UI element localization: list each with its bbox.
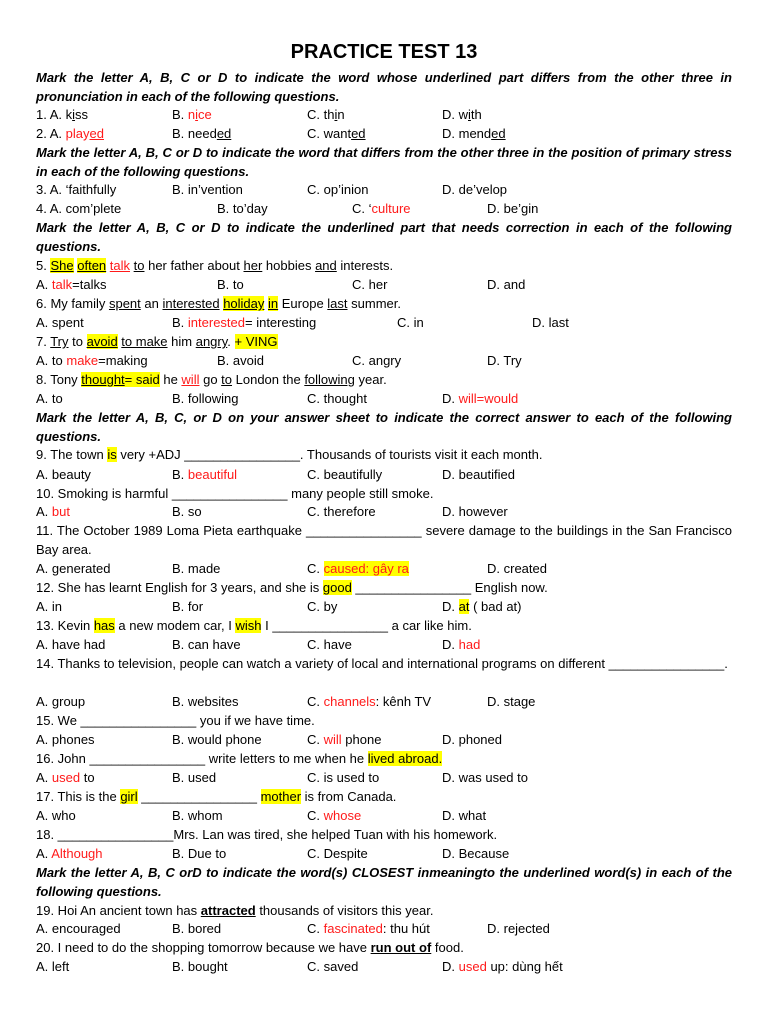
text-segment: summer. bbox=[347, 296, 401, 311]
question-line bbox=[36, 711, 732, 730]
answer-option bbox=[442, 105, 482, 124]
text-segment: C. beautifully bbox=[307, 467, 383, 482]
text-segment: ________________ English now. bbox=[351, 580, 548, 595]
text-segment: interested bbox=[162, 296, 220, 311]
question-line bbox=[36, 256, 732, 275]
answer-text: will bbox=[323, 732, 342, 747]
answer-option bbox=[307, 502, 376, 521]
text-segment: i bbox=[468, 107, 471, 122]
text-segment: A. spent bbox=[36, 315, 84, 330]
text-segment: B. websites bbox=[172, 694, 239, 709]
highlighted-text: thought bbox=[81, 372, 125, 387]
text-segment: very +ADJ ________________. Thousands of tourists visit it each month. bbox=[116, 447, 543, 462]
text-segment: him bbox=[167, 334, 196, 349]
text-segment: last bbox=[327, 296, 348, 311]
text-segment: D. created bbox=[487, 561, 547, 576]
answer-option bbox=[487, 559, 547, 578]
text-segment: C. bbox=[307, 561, 324, 576]
answer-option bbox=[172, 313, 316, 332]
answer-option bbox=[307, 180, 368, 199]
section-instruction: Mark the letter A, B, C or D to indicate the underlined part that needs correction in each of the following questions. bbox=[36, 220, 732, 254]
answer-option bbox=[532, 313, 569, 332]
text-segment: run out of bbox=[370, 940, 432, 955]
text-segment: B. avoid bbox=[217, 353, 264, 368]
text-segment: D. last bbox=[532, 315, 569, 330]
text-segment: C. ‘ bbox=[352, 201, 372, 216]
text-segment: C. thought bbox=[307, 391, 367, 406]
answer-option bbox=[172, 180, 243, 199]
question-line bbox=[36, 616, 732, 635]
answer-text: talk bbox=[109, 258, 131, 273]
answer-option bbox=[307, 730, 381, 749]
answer-option bbox=[307, 105, 345, 124]
answer-option bbox=[442, 844, 509, 863]
text-segment: D. bbox=[442, 391, 459, 406]
answer-option bbox=[442, 806, 486, 825]
text-segment: D. mend bbox=[442, 126, 492, 141]
section-instruction: Mark the letter A, B, C or D to indicate the word that differs from the other three in the position of primary stress in each of the following questions. bbox=[36, 145, 732, 179]
answer-option bbox=[307, 465, 382, 484]
answer-text: make bbox=[66, 353, 99, 368]
text-segment: B. bought bbox=[172, 959, 228, 974]
answer-option bbox=[172, 465, 237, 484]
question-line bbox=[36, 901, 732, 920]
section-instruction: Mark the letter A, B, C, or D on your answer sheet to indicate the correct answer to each of the following questions. bbox=[36, 410, 732, 444]
answer-options bbox=[36, 919, 732, 938]
answer-option bbox=[442, 124, 506, 143]
answer-options bbox=[36, 465, 732, 484]
text-segment: D. Try bbox=[487, 353, 522, 368]
answer-options bbox=[36, 124, 732, 143]
page-title: PRACTICE TEST 13 bbox=[290, 41, 478, 63]
answer-option bbox=[307, 919, 430, 938]
text-segment: C. op’inion bbox=[307, 182, 369, 197]
answer-option bbox=[172, 124, 231, 143]
text-segment: angry bbox=[195, 334, 228, 349]
answer-option bbox=[172, 730, 262, 749]
answer-option bbox=[442, 502, 508, 521]
highlighted-text: is bbox=[107, 447, 117, 462]
highlighted-text: avoid bbox=[86, 334, 118, 349]
answer-options bbox=[36, 389, 732, 408]
text-segment: I ________________ a car like him. bbox=[261, 618, 472, 633]
text-segment: A. to bbox=[36, 353, 67, 368]
text-segment: 5. bbox=[36, 258, 51, 273]
answer-option bbox=[442, 768, 528, 787]
answer-text: beautiful bbox=[187, 467, 238, 482]
answer-text: will bbox=[181, 372, 200, 387]
text-segment: a new modem car, I bbox=[114, 618, 236, 633]
text-segment: A. left bbox=[36, 959, 70, 974]
text-segment: an bbox=[140, 296, 163, 311]
text-segment: C. want bbox=[307, 126, 352, 141]
highlighted-text: good bbox=[322, 580, 352, 595]
text-segment: 12. She has learnt English for 3 years, and she is bbox=[36, 580, 323, 595]
answer-option bbox=[307, 389, 367, 408]
answer-option bbox=[487, 351, 522, 370]
text-segment: D. was used to bbox=[442, 770, 528, 785]
text-segment: is from Canada. bbox=[301, 789, 397, 804]
text-segment: A. bbox=[36, 277, 52, 292]
question-line bbox=[36, 445, 732, 464]
question-line bbox=[36, 484, 732, 503]
text-segment: ed bbox=[216, 126, 232, 141]
text-segment: to bbox=[80, 770, 95, 785]
answer-option bbox=[307, 124, 366, 143]
text-segment: B. in’vention bbox=[172, 182, 243, 197]
text-segment: C. her bbox=[352, 277, 388, 292]
highlighted-text: mother bbox=[260, 789, 302, 804]
text-segment: C. is used to bbox=[307, 770, 380, 785]
answer-options bbox=[36, 313, 732, 332]
text-segment: he bbox=[159, 372, 182, 387]
text-segment: D. Because bbox=[442, 846, 510, 861]
question-line bbox=[36, 749, 732, 768]
text-segment: ed bbox=[351, 126, 366, 141]
answer-option bbox=[172, 957, 228, 976]
text-segment: to bbox=[221, 372, 233, 387]
text-segment: 15. We ________________ you if we have time. bbox=[36, 713, 315, 728]
text-segment: A. beauty bbox=[36, 467, 91, 482]
answer-option bbox=[307, 957, 358, 976]
answer-option bbox=[352, 351, 401, 370]
text-segment: n bbox=[337, 107, 345, 122]
text-segment: 20. I need to do the shopping tomorrow because we have bbox=[36, 940, 371, 955]
text-segment: 18. ________________Mrs. Lan was tired, she helped Tuan with his homework. bbox=[36, 827, 498, 842]
text-segment: ed bbox=[491, 126, 506, 141]
answer-text: will=would bbox=[458, 391, 519, 406]
text-segment: D. phoned bbox=[442, 732, 502, 747]
answer-option bbox=[487, 692, 535, 711]
text-segment: 6. My family bbox=[36, 296, 109, 311]
answer-options bbox=[36, 635, 732, 654]
text-segment: 8. Tony bbox=[36, 372, 82, 387]
text-segment: : thu hút bbox=[382, 921, 430, 936]
question-line bbox=[36, 294, 732, 313]
text-segment: D. be’gin bbox=[487, 201, 539, 216]
highlighted-text: + VING bbox=[234, 334, 278, 349]
question-line bbox=[36, 370, 732, 389]
text-segment: Try bbox=[50, 334, 69, 349]
text-segment: A. bbox=[36, 504, 52, 519]
text-segment: 4. A. com’plete bbox=[36, 201, 122, 216]
text-segment: th bbox=[470, 107, 482, 122]
answer-options bbox=[36, 275, 732, 294]
text-segment: B. Due to bbox=[172, 846, 227, 861]
text-segment: A. in bbox=[36, 599, 63, 614]
text-segment: D. what bbox=[442, 808, 487, 823]
text-segment: C. therefore bbox=[307, 504, 376, 519]
answer-option bbox=[172, 806, 223, 825]
text-segment: 19. Hoi An ancient town has bbox=[36, 903, 201, 918]
answer-text: used bbox=[458, 959, 487, 974]
answer-option bbox=[172, 559, 220, 578]
highlighted-text: lived abroad. bbox=[367, 751, 443, 766]
text-segment: go bbox=[199, 372, 222, 387]
text-segment: London the bbox=[232, 372, 305, 387]
answer-text: channels bbox=[323, 694, 376, 709]
answer-option bbox=[442, 597, 522, 616]
text-segment: D. bbox=[442, 959, 459, 974]
answer-option bbox=[217, 199, 268, 218]
answer-text: used bbox=[51, 770, 81, 785]
text-segment: D. rejected bbox=[487, 921, 550, 936]
answer-option bbox=[217, 351, 264, 370]
answer-option bbox=[172, 692, 238, 711]
answer-option bbox=[307, 559, 409, 578]
text-segment: ( bad at) bbox=[469, 599, 522, 614]
text-segment: A. have had bbox=[36, 637, 106, 652]
answer-option bbox=[442, 465, 515, 484]
question-text: 14. Thanks to television, people can watch a variety of local and international programs on different ________________. bbox=[36, 656, 728, 671]
text-segment: 2. A. bbox=[36, 126, 66, 141]
answer-text: whose bbox=[323, 808, 362, 823]
text-segment: C. saved bbox=[307, 959, 359, 974]
text-segment: : kênh TV bbox=[375, 694, 432, 709]
text-segment: 1. A. k bbox=[36, 107, 73, 122]
answer-option bbox=[172, 105, 212, 124]
answer-option bbox=[442, 730, 502, 749]
answer-option bbox=[487, 275, 525, 294]
answer-options bbox=[36, 199, 732, 218]
answer-option bbox=[172, 635, 241, 654]
text-segment: Europe bbox=[278, 296, 328, 311]
text-segment: = interesting bbox=[245, 315, 317, 330]
answer-options bbox=[36, 559, 732, 578]
answer-option bbox=[442, 635, 480, 654]
text-segment: C. by bbox=[307, 599, 338, 614]
answer-option bbox=[352, 275, 387, 294]
text-segment: 17. This is the bbox=[36, 789, 121, 804]
text-segment: B. so bbox=[172, 504, 202, 519]
highlighted-text: = said bbox=[124, 372, 160, 387]
answer-option bbox=[172, 768, 216, 787]
text-segment: . bbox=[227, 334, 235, 349]
text-segment: B. can have bbox=[172, 637, 241, 652]
text-segment: D. bbox=[442, 637, 459, 652]
text-segment: A. bbox=[36, 770, 52, 785]
text-segment: food. bbox=[431, 940, 464, 955]
text-segment: =talks bbox=[72, 277, 107, 292]
text-segment: C. have bbox=[307, 637, 352, 652]
answer-option bbox=[172, 502, 202, 521]
text-segment: D. and bbox=[487, 277, 526, 292]
question-line bbox=[36, 938, 732, 957]
highlighted-text: in bbox=[268, 296, 279, 311]
text-segment: spent bbox=[108, 296, 141, 311]
text-segment: phone bbox=[341, 732, 382, 747]
text-segment: C. angry bbox=[352, 353, 402, 368]
text-segment: A. generated bbox=[36, 561, 111, 576]
text-segment: C. th bbox=[307, 107, 335, 122]
answer-option bbox=[307, 635, 352, 654]
answer-option bbox=[172, 389, 238, 408]
highlighted-text: girl bbox=[120, 789, 138, 804]
text-segment: B. bbox=[172, 107, 188, 122]
answer-option bbox=[352, 199, 411, 218]
text-segment: 16. John ________________ write letters to me when he bbox=[36, 751, 368, 766]
text-segment: B. bbox=[172, 467, 188, 482]
text-segment: B. to bbox=[217, 277, 244, 292]
text-segment: D. beautified bbox=[442, 467, 515, 482]
text-segment: B. would phone bbox=[172, 732, 262, 747]
text-segment: A. to bbox=[36, 391, 63, 406]
text-segment: interests. bbox=[336, 258, 394, 273]
answer-text: culture bbox=[371, 201, 411, 216]
section-instruction: Mark the letter A, B, C or D to indicate the word whose underlined part differs from the other three in pronunciation in each of the following questions. bbox=[36, 70, 732, 104]
answer-option bbox=[487, 199, 538, 218]
highlighted-text: has bbox=[93, 618, 115, 633]
answer-option bbox=[307, 597, 337, 616]
answer-option bbox=[172, 919, 221, 938]
text-segment: D. bbox=[442, 599, 459, 614]
answer-option bbox=[217, 275, 244, 294]
text-segment: 3. A. ‘faithfully bbox=[36, 182, 117, 197]
answer-options bbox=[36, 180, 732, 199]
question-line bbox=[36, 825, 732, 844]
answer-text: ce bbox=[198, 107, 212, 122]
answer-text: had bbox=[458, 637, 481, 652]
highlighted-text: holiday bbox=[223, 296, 265, 311]
text-segment: C. bbox=[307, 694, 324, 709]
question-line bbox=[36, 332, 732, 351]
section-instruction: Mark the letter A, B, C orD to indicate the word(s) CLOSEST inmeaningto the underlined word(s) in each of the following questions. bbox=[36, 865, 732, 899]
text-segment: following bbox=[304, 372, 355, 387]
answer-option bbox=[307, 692, 431, 711]
answer-text: talk bbox=[51, 277, 73, 292]
answer-text: fascinated bbox=[323, 921, 383, 936]
text-segment: to bbox=[68, 334, 87, 349]
text-segment: ________________ bbox=[137, 789, 261, 804]
text-segment: B. bored bbox=[172, 921, 222, 936]
text-segment: A. group bbox=[36, 694, 86, 709]
highlighted-text: wish bbox=[235, 618, 262, 633]
text-segment: attracted bbox=[200, 903, 256, 918]
answer-text: ed bbox=[89, 126, 104, 141]
highlighted-text: at bbox=[458, 599, 470, 614]
answer-option bbox=[307, 806, 361, 825]
text-segment: A. bbox=[36, 846, 52, 861]
text-segment: B. used bbox=[172, 770, 217, 785]
text-segment: C. bbox=[307, 921, 324, 936]
text-segment: B. need bbox=[172, 126, 217, 141]
answer-options bbox=[36, 768, 732, 787]
answer-option bbox=[442, 957, 563, 976]
highlighted-text: often bbox=[77, 258, 107, 273]
text-segment: B. bbox=[172, 315, 188, 330]
answer-options bbox=[36, 597, 732, 616]
text-segment: hobbies bbox=[262, 258, 316, 273]
text-segment: 13. Kevin bbox=[36, 618, 94, 633]
text-segment: A. encouraged bbox=[36, 921, 121, 936]
text-segment: D. however bbox=[442, 504, 508, 519]
answer-options bbox=[36, 730, 732, 749]
text-segment: i bbox=[72, 107, 76, 122]
text-segment: A. who bbox=[36, 808, 76, 823]
text-segment: i bbox=[334, 107, 338, 122]
answer-options bbox=[36, 105, 732, 124]
text-segment: D. stage bbox=[487, 694, 536, 709]
answer-options bbox=[36, 957, 732, 976]
answer-option bbox=[307, 844, 368, 863]
highlighted-text: She bbox=[50, 258, 74, 273]
text-segment: her father about bbox=[144, 258, 244, 273]
answer-options bbox=[36, 844, 732, 863]
text-segment: year. bbox=[354, 372, 387, 387]
answer-option bbox=[307, 768, 379, 787]
question-line bbox=[36, 578, 732, 597]
answer-text: i bbox=[195, 107, 199, 122]
highlighted-text: caused: gây ra bbox=[323, 561, 409, 576]
text-segment: D. w bbox=[442, 107, 468, 122]
text-segment: up: dùng hết bbox=[486, 959, 563, 974]
answer-option bbox=[442, 180, 507, 199]
text-segment: 9. The town bbox=[36, 447, 108, 462]
text-segment: B. made bbox=[172, 561, 221, 576]
text-segment: her bbox=[243, 258, 263, 273]
answer-options bbox=[36, 692, 732, 711]
text-segment: to make bbox=[121, 334, 168, 349]
answer-options bbox=[36, 806, 732, 825]
answer-text: play bbox=[65, 126, 90, 141]
text-segment: and bbox=[315, 258, 337, 273]
text-segment: D. de’velop bbox=[442, 182, 508, 197]
answer-option bbox=[442, 389, 518, 408]
answer-text: n bbox=[187, 107, 196, 122]
text-segment: B. following bbox=[172, 391, 239, 406]
text-segment: A. phones bbox=[36, 732, 95, 747]
question-line bbox=[36, 787, 732, 806]
answer-option bbox=[172, 597, 203, 616]
answer-options bbox=[36, 502, 732, 521]
text-segment: C. bbox=[307, 808, 324, 823]
answer-option bbox=[172, 844, 226, 863]
text-segment: =making bbox=[98, 353, 148, 368]
answer-text: Although bbox=[51, 846, 103, 861]
answer-options bbox=[36, 351, 732, 370]
text-segment: 10. Smoking is harmful ________________ many people still smoke. bbox=[36, 486, 434, 501]
text-segment: C. Despite bbox=[307, 846, 368, 861]
text-segment: B. whom bbox=[172, 808, 223, 823]
text-segment: 7. bbox=[36, 334, 51, 349]
answer-text: interested bbox=[187, 315, 245, 330]
text-segment: thousands of visitors this year. bbox=[255, 903, 434, 918]
answer-text: but bbox=[51, 504, 70, 519]
text-segment: B. for bbox=[172, 599, 204, 614]
text-segment: to bbox=[133, 258, 145, 273]
text-segment: C. bbox=[307, 732, 324, 747]
text-segment: C. in bbox=[397, 315, 424, 330]
answer-option bbox=[487, 919, 550, 938]
text-segment: ss bbox=[75, 107, 89, 122]
text-segment: B. to’day bbox=[217, 201, 268, 216]
question-text: 11. The October 1989 Loma Pieta earthquake ________________ severe damage to the buildings in the San Francisco Bay area. bbox=[36, 523, 732, 557]
answer-option bbox=[397, 313, 424, 332]
